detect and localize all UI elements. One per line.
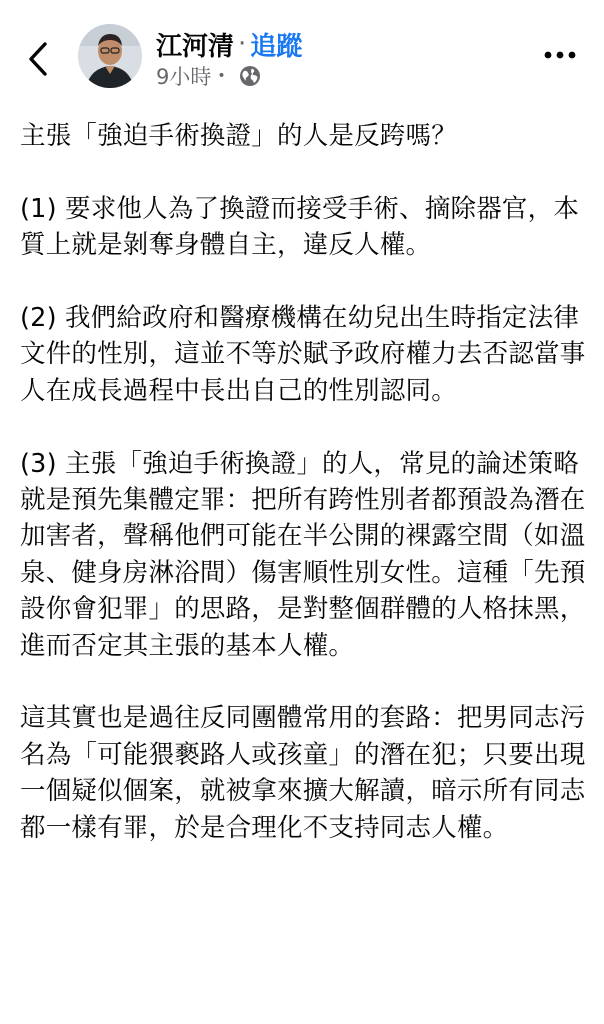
author-line <box>156 26 302 62</box>
post-paragraph: (2) 我們給政府和醫療機構在幼兒出生時指定法律文件的性別，這並不等於賦予政府權力去否認當事人在成長過程中長出自己的性別認同。 <box>20 303 586 406</box>
back-button[interactable] <box>18 34 58 84</box>
more-horizontal-icon <box>544 51 576 59</box>
post-text <box>20 118 592 846</box>
post-paragraph: 這其實也是過往反同團體常用的套路：把男同志污名為「可能猥褻路人或孩童」的潛在犯；只要出現一個疑似個案，就被拿來擴大解讀，暗示所有同志都一樣有罪，於是合理化不支持同志人權。 <box>20 703 586 843</box>
post-paragraph: 主張「強迫手術換證」的人是反跨嗎？ <box>20 121 457 151</box>
globe-icon <box>238 64 262 88</box>
avatar-photo <box>78 24 142 88</box>
post-timestamp[interactable]: 9小時 <box>156 65 212 89</box>
chevron-left-icon <box>27 41 49 77</box>
post-paragraph: (3) 主張「強迫手術換證」的人，常見的論述策略就是預先集體定罪：把所有跨性別者都預設為潛在加害者，聲稱他們可能在半公開的裸露空間（如溫泉、健身房淋浴間）傷害順性別女性。這種「先預設你會犯罪」的思路，是對整個群體的人格抹黑，進而否定其主張的基本人權。 <box>20 448 586 661</box>
follow-button[interactable]: 追蹤 <box>250 31 303 62</box>
post-paragraph: (1) 要求他人為了換證而接受手術、摘除器官，本質上就是剝奪身體自主，違反人權。 <box>20 193 580 261</box>
author-name[interactable]: 江河清 <box>156 31 235 62</box>
more-options-button[interactable] <box>538 40 582 70</box>
meta-separator: • <box>217 68 226 84</box>
post-header <box>0 0 604 110</box>
author-avatar[interactable] <box>78 24 142 88</box>
name-separator: · <box>238 29 247 59</box>
post-meta <box>156 62 262 90</box>
